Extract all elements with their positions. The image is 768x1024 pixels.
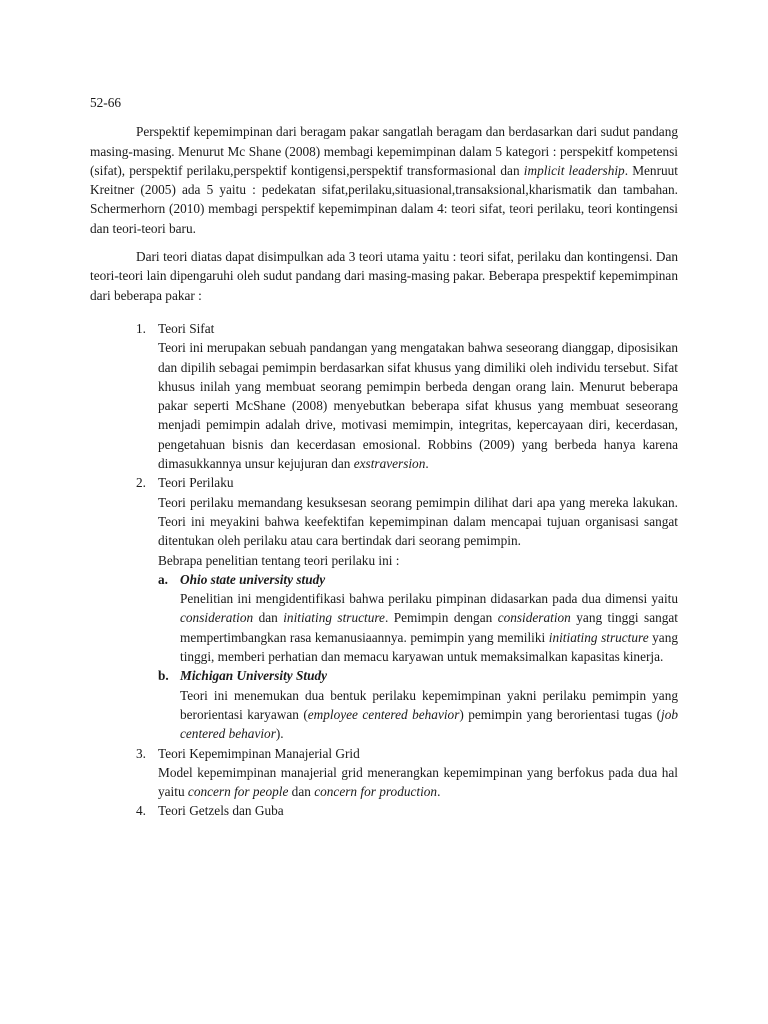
sub-item-michigan xyxy=(158,666,678,743)
sub-item-ohio xyxy=(158,570,678,666)
sub-item-title: Ohio state university study xyxy=(180,571,326,587)
italic-term: initiating structure xyxy=(283,610,385,626)
theory-list xyxy=(90,319,678,821)
italic-term: concern for production xyxy=(314,784,438,800)
document-body xyxy=(90,93,678,821)
list-item-body: Teori perilaku memandang kesuksesan seorang pemimpin dilihat dari apa yang mereka lakukan. Teori ini meyakini bahwa keefektifan kepemimpinan dalam mencapai tujuan organisasi sangat ditentukan oleh perilaku atau cara bertindak dari seorang pemimpin. xyxy=(158,494,678,549)
italic-term: implicit leadership xyxy=(523,162,625,178)
italic-term: exstraversion xyxy=(353,456,426,472)
paragraph-perspektif: Perspektif kepemimpinan dari beragam pakar sangatlah beragam dan berdasarkan dari sudut pandang masing-masing. Menurut Mc Shane (2008) membagi kepemimpinan dalam 5 kategori : perspekitf kompetensi (sifat), perspektif perilaku,perspektif kontigensi,perspektif transformasional dan implicit leadership. Menruut Kreitner (2005) ada 5 yaitu : pedekatan sifat,perilaku,situasional,transaksional,kharismatik dan tambahan. Schermerhorn (2010) membagi perspektif kepemimpinan dalam 4: teori sifat, teori perilaku, teori kontingensi dan teori-teori baru. xyxy=(90,124,678,236)
list-item-title: Teori Perilaku xyxy=(158,475,234,491)
list-item-intro: Bebrapa penelitian tentang teori perilaku ini : xyxy=(158,552,400,568)
list-item-title: Teori Getzels dan Guba xyxy=(158,803,284,819)
sub-item-body: Penelitian ini mengidentifikasi bahwa perilaku pimpinan didasarkan pada dua dimensi yaitu consideration dan initiating structure. Pemimpin dengan consideration yang tinggi sangat mempertimbangkan rasa kemanusiaannya. pemimpin yang memiliki initiating structure yang tinggi, memberi perhatian dan memacu karyawan untuk memaksimalkan kapasitas kinerja. xyxy=(180,591,678,665)
paragraph-kesimpulan: Dari teori diatas dapat disimpulkan ada 3 teori utama yaitu : teori sifat, perilaku dan kontingensi. Dan teori-teori lain dipengaruhi oleh sudut pandang dari masing-masing pakar. Beberapa prespektif kepemimpinan dari beberapa pakar : xyxy=(90,249,678,303)
list-item-body: Model kepemimpinan manajerial grid menerangkan kepemimpinan yang berfokus pada dua hal yaitu concern for people dan concern for production. xyxy=(158,764,678,800)
sub-item-letter: a. xyxy=(158,571,168,587)
page-number: 52-66 xyxy=(90,95,122,110)
list-item-teori-sifat xyxy=(90,319,678,473)
italic-term: initiating structure xyxy=(548,629,649,645)
list-item-teori-perilaku xyxy=(90,473,678,743)
sub-item-body: Teori ini menemukan dua bentuk perilaku kepemimpinan yakni perilaku pemimpin yang berorientasi karyawan (employee centered behavior) pemimpin yang berorientasi tugas (job centered behavior). xyxy=(180,687,678,742)
list-item-title: Teori Kepemimpinan Manajerial Grid xyxy=(158,745,360,761)
italic-term: employee centered behavior xyxy=(307,706,460,722)
list-item-title: Teori Sifat xyxy=(158,320,215,336)
list-item-body: Teori ini merupakan sebuah pandangan yang mengatakan bahwa seseorang dianggap, diposisikan dan dipilih sebagai pemimpin berdasarkan sifat khusus yang dimiliki oleh individu tersebut. Sifat khusus inilah yang membuat seorang pemimpin berbeda dengan orang lain. Menurut beberapa pakar seperti McShane (2008) menyebutkan beberapa sifat khusus yang membuat seseorang menjadi pemimpin adalah drive, motivasi memimpin, integritas, kepercayaan diri, kecerdasan, pengetahuan bisnis dan kecerdasan emosional. Robbins (2009) yang berbeda hanya karena dimasukkannya unsur kejujuran dan exstraversion. xyxy=(158,340,678,472)
list-number: 3. xyxy=(136,745,146,761)
italic-term: concern for people xyxy=(187,784,289,800)
list-number: 4. xyxy=(136,803,146,819)
list-number: 2. xyxy=(136,475,146,491)
sub-item-letter: b. xyxy=(158,668,169,684)
italic-term: consideration xyxy=(180,610,254,626)
italic-term: consideration xyxy=(497,610,571,626)
list-item-getzels-guba xyxy=(90,801,678,820)
list-item-manajerial-grid xyxy=(90,744,678,802)
sub-item-title: Michigan University Study xyxy=(180,668,328,684)
list-number: 1. xyxy=(136,320,146,336)
italic-term: job centered behavior xyxy=(180,706,678,742)
